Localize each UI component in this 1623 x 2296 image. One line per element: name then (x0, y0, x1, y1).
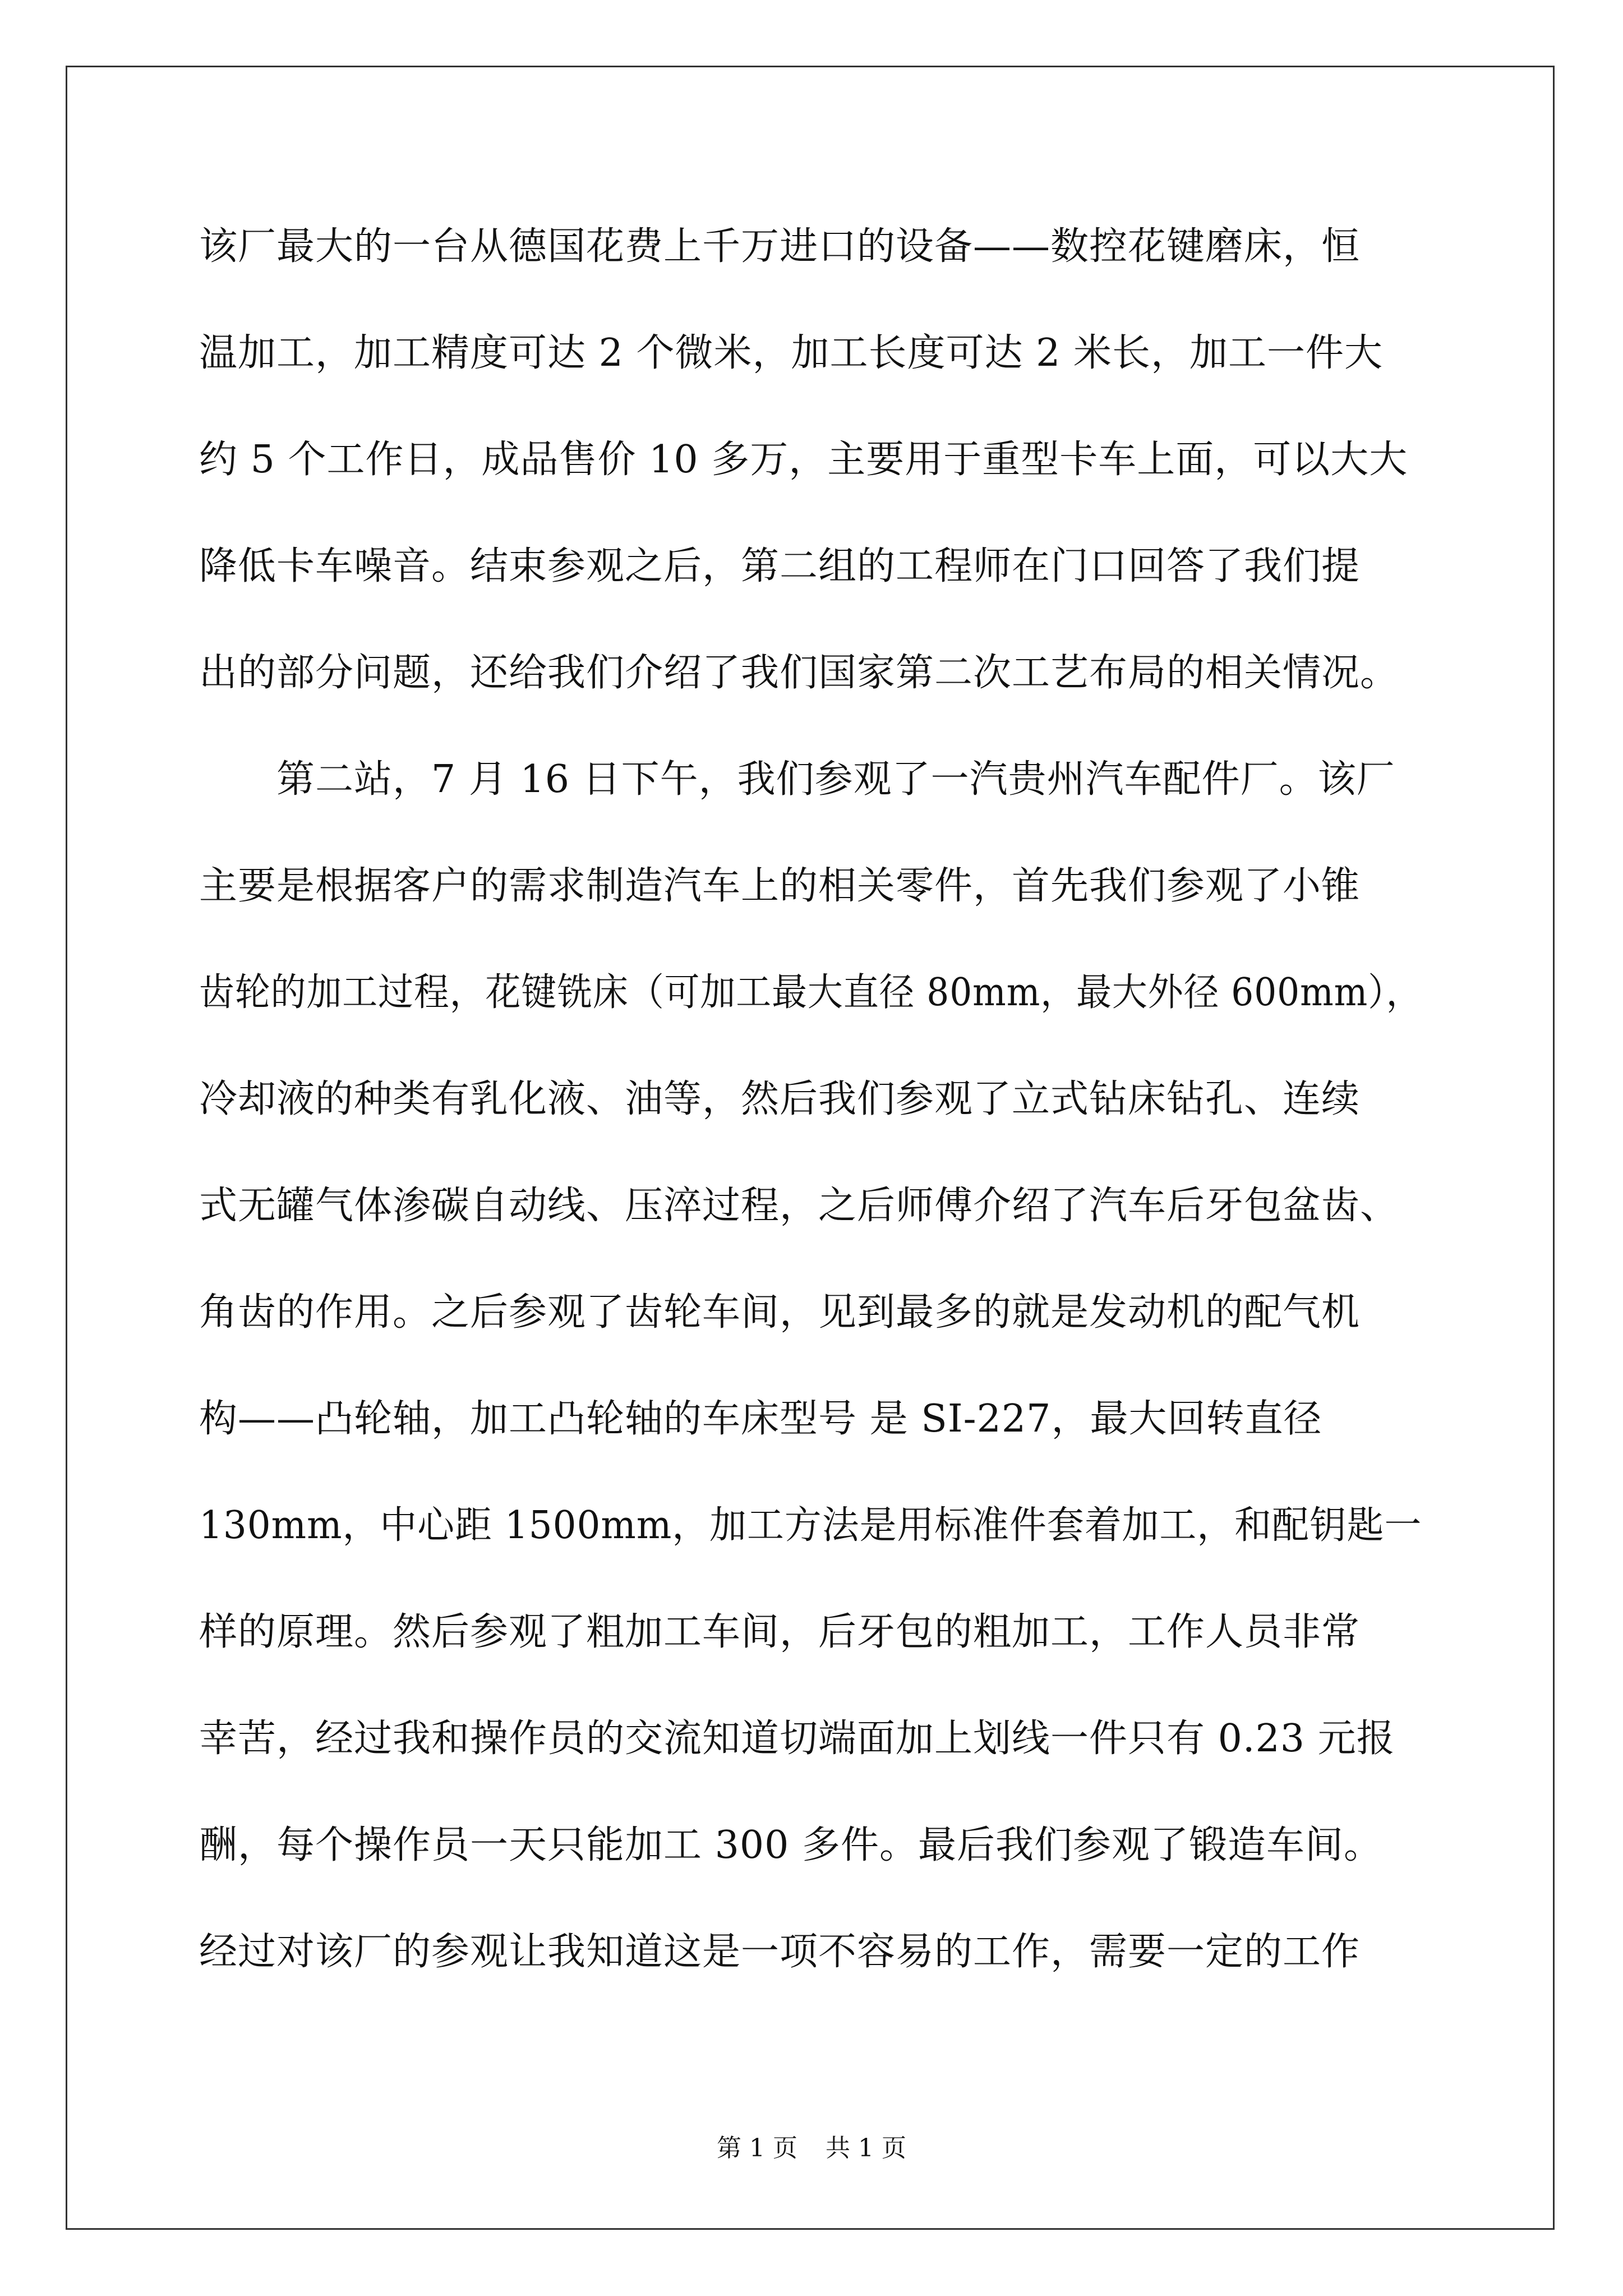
text-line: 构——凸轮轴，加工凸轮轴的车床型号 是 SI-227，最大回转直径 (199, 1397, 1322, 1441)
page-footer (0, 2132, 1623, 2165)
text-line: 冷却液的种类有乳化液、油等，然后我们参观了立式钻床钻孔、连续 (199, 1077, 1361, 1121)
text-line: 温加工，加工精度可达 2 个微米，加工长度可达 2 米长，加工一件大 (199, 331, 1383, 375)
page-total: 共 1 页 (826, 2134, 906, 2162)
text-line: 130mm，中心距 1500mm，加工方法是用标准件套着加工，和配钥匙一 (199, 1503, 1422, 1548)
text-line: 主要是根据客户的需求制造汽车上的相关零件，首先我们参观了小锥 (199, 864, 1361, 908)
text-line: 第二站，7 月 16 日下午，我们参观了一汽贵州汽车配件厂。该厂 (199, 757, 1395, 802)
text-line: 齿轮的加工过程，花键铣床（可加工最大直径 80mm，最大外径 600mm）， (199, 970, 1422, 1015)
text-line: 约 5 个工作日，成品售价 10 多万，主要用于重型卡车上面，可以大大 (199, 438, 1408, 482)
text-line: 样的原理。然后参观了粗加工车间，后牙包的粗加工，工作人员非常 (199, 1610, 1361, 1654)
page-number: 第 1 页 (717, 2134, 797, 2162)
text-line: 式无罐气体渗碳自动线、压淬过程，之后师傅介绍了汽车后牙包盆齿、 (199, 1184, 1399, 1228)
text-line: 酬，每个操作员一天只能加工 300 多件。最后我们参观了锻造车间。 (199, 1823, 1383, 1867)
text-line: 降低卡车噪音。结束参观之后，第二组的工程师在门口回答了我们提 (199, 544, 1361, 588)
page-border (66, 66, 1555, 2230)
text-line: 幸苦，经过我和操作员的交流知道切端面加上划线一件只有 0.23 元报 (199, 1717, 1395, 1761)
text-line: 该厂最大的一台从德国花费上千万进口的设备——数控花键磨床，恒 (199, 224, 1361, 269)
text-line: 出的部分问题，还给我们介绍了我们国家第二次工艺布局的相关情况。 (199, 651, 1399, 695)
text-line: 角齿的作用。之后参观了齿轮车间，见到最多的就是发动机的配气机 (199, 1290, 1361, 1335)
text-line: 经过对该厂的参观让我知道这是一项不容易的工作，需要一定的工作 (199, 1930, 1361, 1974)
